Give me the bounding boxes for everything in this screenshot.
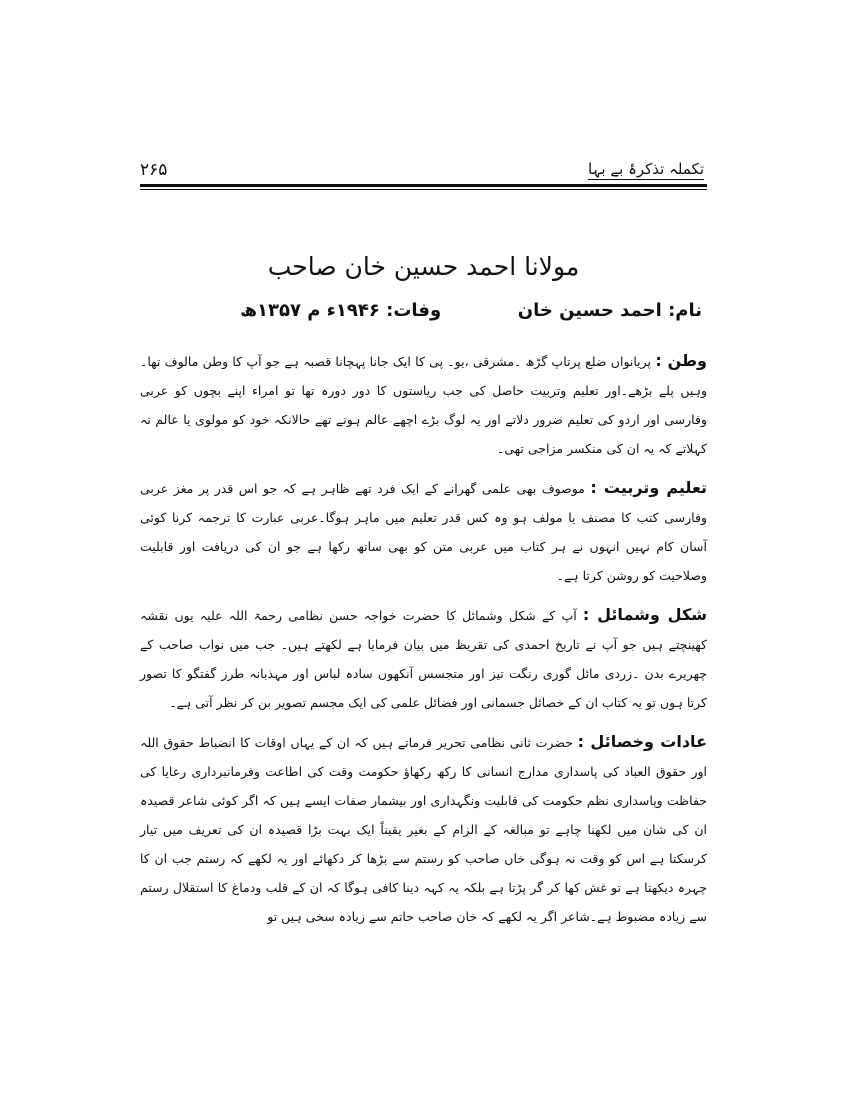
header-rule-thin [140,189,707,190]
section-homeland [140,346,707,463]
article-body [140,346,707,941]
section-text: حضرت ثانی نظامی تحریر فرماتے ہیں کہ ان کے یہاں اوقات کا انضباط حقوق اللہ اور حقوق العباد کی پاسداری مدارج انسانی کا رکھ رکھاؤ حکومت وقت کی اطاعت وفرمانبرداری رعایا کی حفاظت وپاسداری نظم حکومت کی قابلیت ونگہداری اور بیشمار صفات ایسے ہیں کہ اگر کوئی شاعر قصیدہ ان کی شان میں لکھنا چاہے تو مبالغہ کے الزام کے بغیر یقیناً ایک بہت بڑا قصیدہ ان کی تعریف میں تیار کرسکتا ہے اس کو وقت نہ ہوگی خاں صاحب کو رستم سے بڑھا کر دکھائے اور یہ لکھے کہ رستم جب ان کا چہرہ دیکھتا ہے تو غش کھا کر گر پڑتا ہے بلکہ یہ کہہ دینا کافی ہوگا کہ ان کے قلب ودماغ کا استقلال رستم سے زیادہ مضبوط ہے۔شاعر اگر یہ لکھے کہ خان صاحب حاتم سے زیادہ سخی ہیں تو [140,735,707,924]
name-label: نام: [668,300,702,321]
section-heading: وطن : [655,351,707,370]
section-text: پریانواں ضلع پرتاپ گڑھ ۔مشرقی ،یو۔ پی کا ایک جانا پہچانا قصبہ ہے جو آپ کا وطن مالوف تھا۔ وہیں پلے بڑھے۔اور تعلیم وتربیت حاصل کی جب ریاستوں کا دور دورہ تھا تو امراء اپنے بچوں کو عربی وفارسی اور اردو کی تعلیم ضرور دلاتے اور یہ لوگ بڑے اچھے عالم ہوتے تھے حالانکہ خود کو مولوی یا عالم نہ کہلاتے کہ یہ ان کی منکسر مزاجی تھی۔ [140,354,707,456]
running-title: تکملہ تذکرۂ بے بہا [588,160,704,178]
section-appearance [140,600,707,717]
name-line [240,300,702,321]
section-heading: عادات وخصائل : [577,732,707,751]
section-habits [140,727,707,931]
death-value: ۱۹۴۶ء م ۱۳۵۷ھ [240,300,380,321]
section-heading: تعلیم وتربیت : [590,478,707,497]
name-value: احمد حسین خان [517,300,662,321]
header-rule-thick [140,184,707,187]
page-number: ۲۶۵ [140,160,168,180]
section-heading: شکل وشمائل : [582,605,707,624]
death-label: وفات: [386,300,442,321]
article-title: مولانا احمد حسین خان صاحب [267,252,580,281]
section-text: موصوف بھی علمی گھرانے کے ایک فرد تھے ظاہر ہے کہ جو اس قدر پر مغز عربی وفارسی کتب کا مصنف یا مولف ہو وہ کس قدر تعلیم میں ماہر ہوگا۔عربی عبارت کا ترجمہ کرنا کوئی آسان کام نہیں انہوں نے ہر کتاب میں عربی متن کو بھی ساتھ رکھا ہے جو ان کی دریافت اور قابلیت وصلاحیت کو روشن کرتا ہے۔ [140,481,707,583]
section-education [140,473,707,590]
section-text: آپ کے شکل وشمائل کا حضرت خواجہ حسن نظامی رحمۃ اللہ علیہ یوں نقشہ کھینچتے ہیں جو آپ نے تاریخ احمدی کی تقریظ میں بیان فرمایا ہے لکھتے ہیں۔ جب میں نواب صاحب کے چھریرے بدن ۔زردی مائل گوری رنگت تیز اور متجسس آنکھوں سادہ لباس اور مہذبانہ طرز گفتگو کا تصور کرتا ہوں تو یہ کتاب ان کے خصائل جسمانی اور فضائل علمی کی ایک مجسم تصویر بن کر نظر آتی ہے۔ [140,608,707,710]
